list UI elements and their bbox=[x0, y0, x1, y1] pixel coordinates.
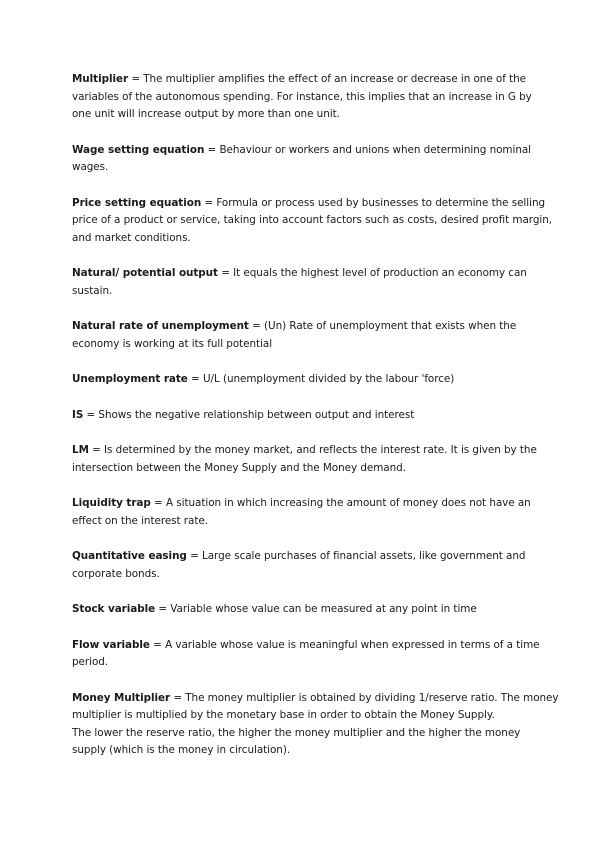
entry-first-line bbox=[72, 407, 540, 425]
entry-text: = (Un) Rate of unemployment that exists when the bbox=[248, 320, 517, 332]
entry-text: one unit will increase output by more than one unit. bbox=[72, 108, 340, 120]
entry-first-line bbox=[72, 371, 540, 389]
entry-quantitative-easing bbox=[72, 548, 540, 583]
entry-first-line bbox=[72, 690, 559, 708]
entry-first-line bbox=[72, 495, 540, 513]
entry-first-line bbox=[72, 601, 540, 619]
entry-first-line bbox=[72, 548, 540, 566]
entry-term: Unemployment rate bbox=[72, 373, 188, 385]
entry-text: = A variable whose value is meaningful when expressed in terms of a time bbox=[149, 638, 540, 651]
entry-liquidity-trap bbox=[72, 495, 540, 530]
entry-multiplier bbox=[72, 71, 540, 124]
entry-term: Price setting equation bbox=[72, 196, 202, 209]
entry-text: period. bbox=[72, 656, 109, 668]
entry-first-line bbox=[72, 318, 540, 336]
entry-text: = U/L (unemployment divided by the labour 'force) bbox=[187, 373, 455, 385]
entry-term: Money Multiplier bbox=[72, 691, 171, 704]
entry-text: corporate bonds. bbox=[72, 567, 160, 580]
entry-text: = Variable whose value can be measured at any point in time bbox=[155, 603, 477, 615]
entry-text: effect on the interest rate. bbox=[72, 514, 208, 527]
entry-term: Natural rate of unemployment bbox=[72, 320, 249, 332]
entry-text: = Shows the negative relationship between output and interest bbox=[83, 408, 415, 421]
entry-term: LM bbox=[72, 444, 89, 456]
entry-first-line bbox=[72, 637, 540, 655]
entry-term: Multiplier bbox=[72, 73, 129, 85]
entry-term: Quantitative easing bbox=[72, 550, 187, 562]
entry-flow-variable bbox=[72, 637, 540, 672]
entry-text: = Large scale purchases of financial assets, like government and bbox=[186, 550, 526, 562]
entry-natural-potential-output bbox=[72, 265, 540, 300]
entry-text: and market conditions. bbox=[72, 231, 191, 244]
entry-lm bbox=[72, 442, 540, 477]
entry-first-line bbox=[72, 195, 546, 213]
entry-first-line bbox=[72, 442, 540, 460]
entry-text: = It equals the highest level of production an economy can bbox=[217, 267, 527, 279]
entry-text: = The multiplier amplifies the effect of an increase or decrease in one of the bbox=[128, 73, 527, 85]
entry-text: = Is determined by the money market, and reflects the interest rate. It is given by the bbox=[88, 444, 537, 456]
entry-term: Wage setting equation bbox=[72, 143, 205, 156]
entry-first-line bbox=[72, 265, 540, 283]
entry-text: = The money multiplier is obtained by dividing 1/reserve ratio. The money bbox=[170, 691, 559, 704]
entry-price-setting-equation bbox=[72, 195, 553, 248]
entry-text: price of a product or service, taking into account factors such as costs, desired profit margin, bbox=[72, 214, 553, 226]
entry-term: IS bbox=[72, 408, 84, 421]
entry-text: supply (which is the money in circulation). bbox=[72, 744, 291, 756]
entry-first-line bbox=[72, 71, 540, 89]
entry-unemployment-rate bbox=[72, 371, 540, 389]
entry-text: economy is working at its full potential bbox=[72, 337, 273, 350]
entry-text: intersection between the Money Supply and the Money demand. bbox=[72, 461, 406, 474]
entry-term: Liquidity trap bbox=[72, 497, 151, 509]
entry-term: Natural/ potential output bbox=[72, 267, 218, 279]
entry-text: variables of the autonomous spending. For instance, this implies that an increase in G by bbox=[72, 90, 532, 103]
entry-text: = Formula or process used by businesses to determine the selling bbox=[201, 196, 546, 209]
entry-text: = Behaviour or workers and unions when determining nominal bbox=[204, 143, 532, 156]
entry-natural-rate-of-unemployment bbox=[72, 318, 540, 353]
entry-stock-variable bbox=[72, 601, 540, 619]
entry-text: wages. bbox=[72, 161, 109, 173]
entry-text: sustain. bbox=[72, 284, 113, 297]
document-page bbox=[72, 71, 559, 778]
entry-first-line bbox=[72, 142, 540, 160]
entry-text: = A situation in which increasing the amount of money does not have an bbox=[150, 497, 531, 509]
entry-text: multiplier is multiplied by the monetary base in order to obtain the Money Supply. bbox=[72, 709, 495, 721]
entry-term: Stock variable bbox=[72, 603, 156, 615]
entry-wage-setting-equation bbox=[72, 142, 540, 177]
entry-text: The lower the reserve ratio, the higher the money multiplier and the higher the money bbox=[72, 726, 521, 739]
entry-money-multiplier bbox=[72, 690, 559, 760]
entry-term: Flow variable bbox=[72, 638, 150, 651]
entry-is bbox=[72, 407, 540, 425]
